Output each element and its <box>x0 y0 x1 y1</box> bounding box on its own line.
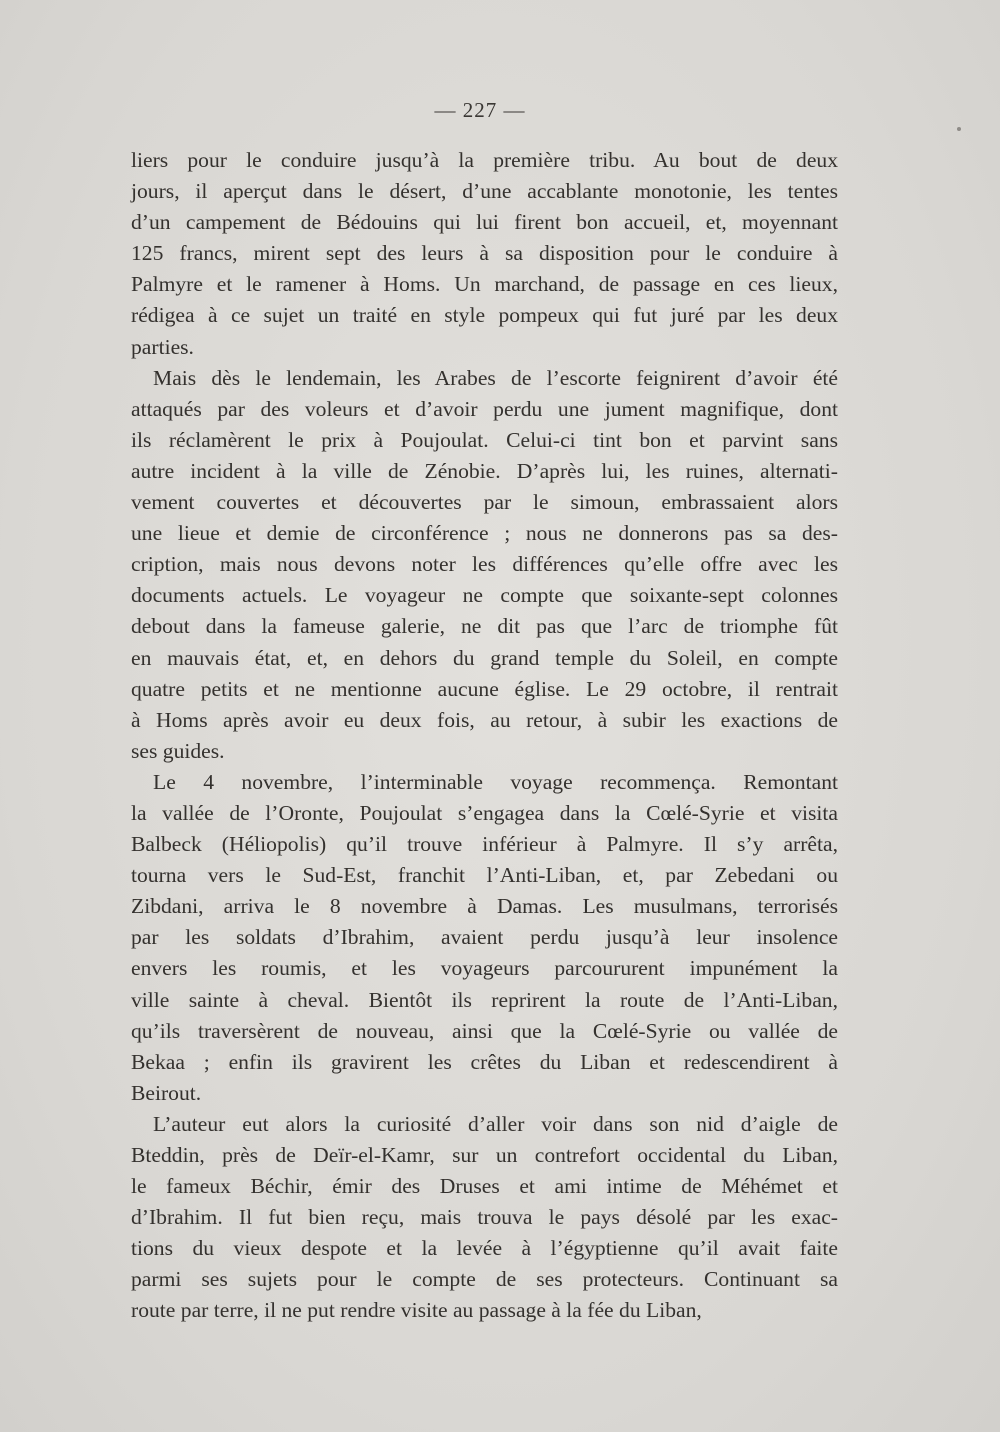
text-line: Palmyre et le ramener à Homs. Un marchand, de passage en ces lieux, <box>131 272 838 297</box>
paragraph <box>131 767 838 1109</box>
page-number: — 227 — <box>434 98 526 122</box>
text-line: Beirout. <box>131 1080 202 1105</box>
text-line: vement couvertes et découvertes par le simoun, embrassaient alors <box>131 490 838 515</box>
text-line: route par terre, il ne put rendre visite au passage à la fée du Liban, <box>131 1298 702 1323</box>
text-line: jours, il aperçut dans le désert, d’une accablante monotonie, les tentes <box>131 179 838 204</box>
text-line: quatre petits et ne mentionne aucune église. Le 29 octobre, il rentrait <box>131 676 838 701</box>
text-line: Mais dès le lendemain, les Arabes de l’escorte feignirent d’avoir été <box>153 365 838 390</box>
text-line: par les soldats d’Ibrahim, avaient perdu jusqu’à leur insolence <box>131 925 838 950</box>
text-line: en mauvais état, et, en dehors du grand temple du Soleil, en compte <box>131 645 838 670</box>
text-line: le fameux Béchir, émir des Druses et ami intime de Méhémet et <box>131 1174 838 1199</box>
text-line: ville sainte à cheval. Bientôt ils reprirent la route de l’Anti-Liban, <box>131 987 838 1012</box>
text-line: liers pour le conduire jusqu’à la première tribu. Au bout de deux <box>131 148 838 172</box>
text-line: autre incident à la ville de Zénobie. D’après lui, les ruines, alternati- <box>131 458 838 483</box>
text-line: d’un campement de Bédouins qui lui firent bon accueil, et, moyennant <box>131 210 838 235</box>
text-line: la vallée de l’Oronte, Poujoulat s’engagea dans la Cœlé-Syrie et visita <box>131 800 838 825</box>
text-line: documents actuels. Le voyageur ne compte que soixante-sept colonnes <box>131 583 838 608</box>
text-line: attaqués par des voleurs et d’avoir perdu une jument magnifique, dont <box>131 396 838 421</box>
text-line: d’Ibrahim. Il fut bien reçu, mais trouva le pays désolé par les exac- <box>131 1205 838 1230</box>
text-line: 125 francs, mirent sept des leurs à sa disposition pour le conduire à <box>131 241 838 266</box>
text-line: ils réclamèrent le prix à Poujoulat. Celui-ci tint bon et parvint sans <box>131 427 838 452</box>
text-line: tourna vers le Sud-Est, franchit l’Anti-Liban, et, par Zebedani ou <box>131 863 838 888</box>
text-line: à Homs après avoir eu deux fois, au retour, à subir les exactions de <box>131 707 838 732</box>
text-line: L’auteur eut alors la curiosité d’aller voir dans son nid d’aigle de <box>153 1111 838 1136</box>
text-line: qu’ils traversèrent de nouveau, ainsi que la Cœlé-Syrie ou vallée de <box>131 1018 838 1043</box>
text-line: rédigea à ce sujet un traité en style pompeux qui fut juré par les deux <box>131 303 838 328</box>
text-line: parties. <box>131 334 194 359</box>
text-line: ses guides. <box>131 738 225 763</box>
text-line: une lieue et demie de circonférence ; nous ne donnerons pas sa des- <box>131 521 838 546</box>
text-line: parmi ses sujets pour le compte de ses protecteurs. Continuant sa <box>131 1267 838 1292</box>
paper-speck <box>957 127 961 131</box>
text-line: Balbeck (Héliopolis) qu’il trouve inférieur à Palmyre. Il s’y arrêta, <box>131 832 838 857</box>
text-line: Bekaa ; enfin ils gravirent les crêtes du Liban et redescendirent à <box>131 1049 838 1074</box>
text-line: cription, mais nous devons noter les différences qu’elle offre avec les <box>131 552 838 577</box>
paragraph <box>131 363 838 767</box>
text-line: debout dans la fameuse galerie, ne dit pas que l’arc de triomphe fût <box>131 614 838 639</box>
paragraph <box>131 1109 838 1327</box>
text-line: Zibdani, arriva le 8 novembre à Damas. Les musulmans, terrorisés <box>131 894 838 919</box>
body-text <box>131 145 838 1327</box>
paragraph <box>131 145 838 363</box>
text-line: Le 4 novembre, l’interminable voyage recommença. Remontant <box>153 769 838 794</box>
text-line: tions du vieux despote et la levée à l’égyptienne qu’il avait faite <box>131 1236 838 1261</box>
text-line: Bteddin, près de Deïr-el-Kamr, sur un contrefort occidental du Liban, <box>131 1143 838 1167</box>
text-line: envers les roumis, et les voyageurs parcoururent impunément la <box>131 956 838 981</box>
